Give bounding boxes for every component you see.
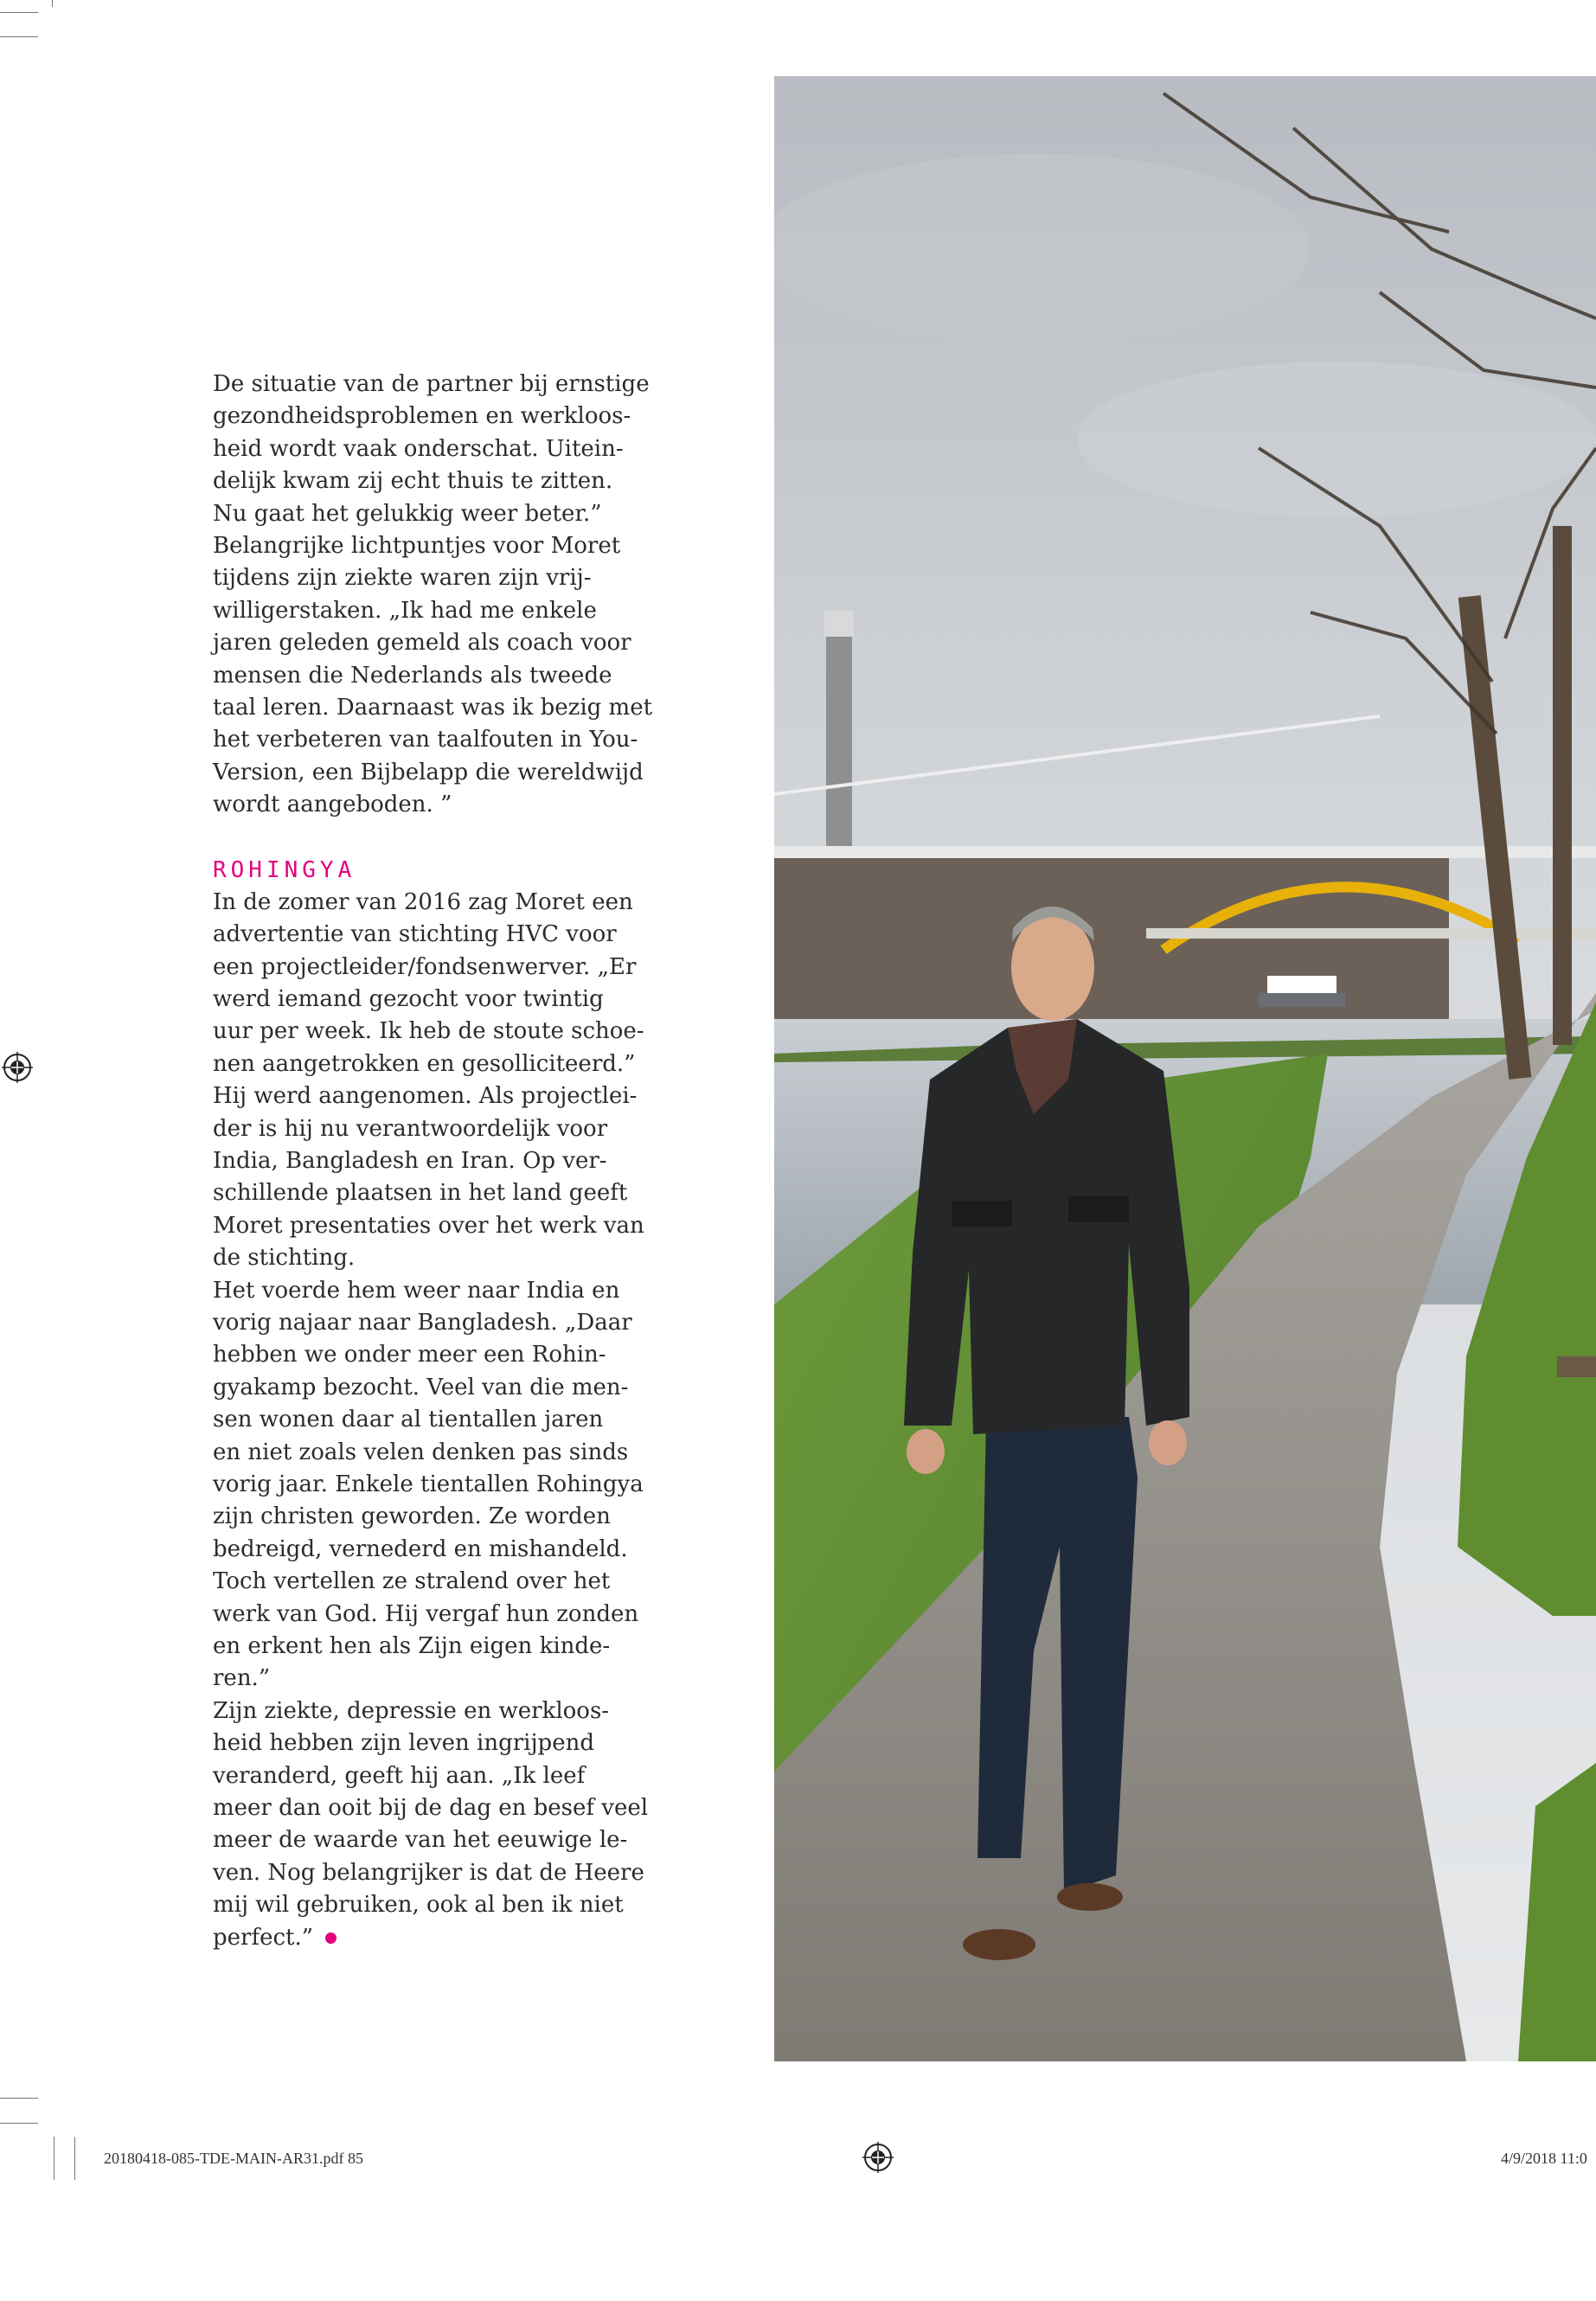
crop-mark <box>0 12 38 13</box>
text-line: gyakamp bezocht. Veel van die men- <box>213 1374 629 1400</box>
paragraph-4 <box>213 1695 649 1954</box>
text-line: de stichting. <box>213 1245 356 1272</box>
text-line: het verbeteren van taalfouten in You- <box>213 727 638 753</box>
text-line: uur per week. Ik heb de stoute schoe- <box>213 1018 644 1045</box>
text-line: sen wonen daar al tientallen jaren <box>213 1407 604 1433</box>
text-line: Hij werd aangenomen. Als projectlei- <box>213 1083 638 1110</box>
text-line: Moret presentaties over het werk van <box>213 1212 644 1239</box>
text-line: Het voerde hem weer naar India en <box>213 1277 620 1304</box>
text-line: meer de waarde van het eeuwige le- <box>213 1827 628 1854</box>
crop-mark <box>0 36 38 37</box>
registration-mark-icon <box>862 2142 894 2173</box>
text-line: Belangrijke lichtpuntjes voor Moret <box>213 533 621 560</box>
crop-mark <box>74 2137 75 2180</box>
crop-mark <box>0 2123 38 2124</box>
text-line: Zijn ziekte, depressie en werkloos- <box>213 1697 610 1724</box>
text-line: delijk kwam zij echt thuis te zitten. <box>213 468 613 495</box>
text-line: Nu gaat het gelukkig weer beter.” <box>213 500 602 527</box>
text-line: wordt aangeboden. ” <box>213 792 452 818</box>
text-line: advertentie van stichting HVC voor <box>213 921 617 948</box>
text-line: willigerstaken. „Ik had me enkele <box>213 597 597 624</box>
footer-file-slug: 20180418-085-TDE-MAIN-AR31.pdf 85 <box>104 2150 363 2167</box>
text-line: De situatie van de partner bij ernstige <box>213 371 650 397</box>
text-line: een projectleider/fondsenwerver. „Er <box>213 953 637 980</box>
text-line: meer dan ooit bij de dag en besef veel <box>213 1795 649 1822</box>
text-line: taal leren. Daarnaast was ik bezig met <box>213 695 653 721</box>
text-line: zijn christen geworden. Ze worden <box>213 1503 611 1530</box>
text-line: bedreigd, vernederd en mishandeld. <box>213 1535 628 1562</box>
section-heading: ROHINGYA <box>213 856 356 883</box>
text-line: perfect.” <box>213 1922 632 1954</box>
crop-mark <box>0 2098 38 2099</box>
text-line: mij wil gebruiken, ook al ben ik niet <box>213 1892 624 1919</box>
text-line: India, Bangladesh en Iran. Op ver- <box>213 1147 607 1174</box>
text-line: vorig jaar. Enkele tientallen Rohingya <box>213 1471 644 1497</box>
text-line: In de zomer van 2016 zag Moret een <box>213 888 633 915</box>
text-line: en niet zoals velen denken pas sinds <box>213 1439 629 1465</box>
text-line: schillende plaatsen in het land geeft <box>213 1180 628 1207</box>
article-column <box>213 369 653 1954</box>
text-line: jaren geleden gemeld als coach voor <box>213 630 631 657</box>
text-line: mensen die Nederlands als tweede <box>213 662 612 689</box>
text-line: heid hebben zijn leven ingrijpend <box>213 1730 594 1757</box>
text-line: der is hij nu verantwoordelijk voor <box>213 1115 608 1142</box>
text-line: Version, een Bijbelapp die wereldwijd <box>213 759 644 785</box>
article-photo <box>774 76 1596 2061</box>
text-line: ven. Nog belangrijker is dat de Heere <box>213 1859 644 1886</box>
text-line: gezondheidsproblemen en werkloos- <box>213 403 631 430</box>
text-line: ren.” <box>213 1665 271 1692</box>
paragraph-3 <box>213 1275 644 1695</box>
text-line: nen aangetrokken en gesolliciteerd.” <box>213 1050 636 1077</box>
paragraph-2 <box>213 887 644 1275</box>
text-line: hebben we onder meer een Rohin- <box>213 1342 606 1368</box>
registration-mark-icon <box>2 1052 33 1083</box>
crop-mark <box>52 0 53 7</box>
footer-date-time: 4/9/2018 11:0 <box>1501 2150 1587 2167</box>
text-line: Toch vertellen ze stralend over het <box>213 1568 611 1595</box>
paragraph-1 <box>213 369 653 822</box>
text-line: veranderd, geeft hij aan. „Ik leef <box>213 1762 586 1789</box>
text-line: heid wordt vaak onderschat. Uitein- <box>213 435 624 462</box>
text-line: vorig najaar naar Bangladesh. „Daar <box>213 1309 632 1336</box>
text-line: werd iemand gezocht voor twintig <box>213 985 604 1012</box>
text-line: werk van God. Hij vergaf hun zonden <box>213 1600 639 1627</box>
text-line: en erkent hen als Zijn eigen kinde- <box>213 1633 611 1660</box>
text-line: tijdens zijn ziekte waren zijn vrij- <box>213 565 592 592</box>
end-of-article-dot <box>325 1932 337 1944</box>
